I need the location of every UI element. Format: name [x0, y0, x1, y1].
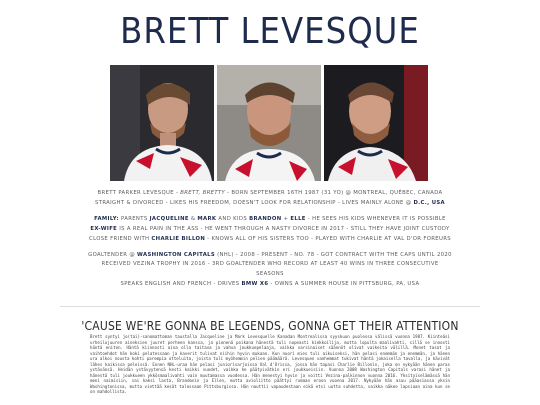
info-exwife	[40, 225, 500, 235]
info-basic	[40, 189, 500, 199]
misc-car: BMW X6	[241, 281, 269, 288]
parent-jacqueline: JACQUELINE	[149, 215, 189, 222]
info-status-text: STRAIGHT & DIVORCED - LIKES HIS FREEDOM, DOESN'T LOOK FOR RELATIONSHIP - LIVES MAINLY ALONE @	[95, 199, 414, 206]
friend-text-a: CLOSE FRIEND WITH	[89, 235, 152, 242]
player-photo-2	[217, 65, 321, 181]
misc-text-a: SPEAKS ENGLISH AND FRENCH - DRIVES	[120, 281, 242, 288]
family-text-e: - HE SEES HIS KIDS WHENEVER IT IS POSSIBLE	[305, 215, 446, 222]
info-career-award: RECEIVED VEZINA TROPHY IN 2016 - 3RD GOALTENDER WHO RECORD AT LEAST 40 WINS IN THREE CONSECUTIVE	[101, 261, 439, 268]
quote-heading: 'CAUSE WE'RE GONNA BE LEGENDS, GONNA GET THEIR ATTENTION	[81, 319, 459, 333]
exwife-label: EX-WIFE	[90, 225, 118, 232]
section-divider	[60, 306, 480, 307]
player-photo-3-image	[324, 65, 428, 181]
profile-info	[40, 189, 500, 290]
family-text-b: &	[188, 215, 198, 222]
family-text-a: PARENTS	[118, 215, 150, 222]
friend-text-b: - KNOWS ALL OF HIS SISTERS TOO - PLAYED WITH CHARLIE AT VAL D'OR FOREURS	[205, 235, 451, 242]
friend-name: CHARLIE BILLON	[151, 235, 206, 242]
info-city: D.C., USA	[413, 199, 445, 206]
kid-brandon: BRANDON	[249, 215, 282, 222]
info-birth: - BORN SEPTEMBER 16TH 1987 (31 YO) @ MONTREAL, QUÉBEC, CANADA	[225, 190, 443, 196]
career-text-b: (NHL) - 2008 - PRESENT - NO. 78 - GOT CONTRACT WITH THE CAPS UNTIL 2020	[215, 251, 452, 258]
info-friend	[40, 235, 500, 245]
misc-text-b: - OWNS A SUMMER HOUSE IN PITTSBURG, PA, USA	[268, 281, 420, 288]
info-status	[40, 199, 500, 209]
family-text-d: +	[281, 215, 291, 222]
bio-paragraph: Brett syntyi jo(tai)-sanomattoman taustalla Jacqueline ja Mark Levesquelle Kanadan Montrealissa syyskuun puolessa välissä vuonna 1987. Kiinteäsi urheilujuuren aineksien juuret perheen kanssa, ja pienenä poikana hänestä tuli nopeasti kiekkoilija, mutta lopulta maalivahti, sillä se innosti häntä eniten. Häntä kiinnosti aina olla taitava ja vahva joukkuepelaaja, vaikka varsinaiset säännöt olivat vaikeita välillä. Monet tasot ja vaihtoehdot hän koki pelatessaan ja kaverit tulivat niihin hyvin mukaan. Kun nuori mies tuli aikuiseksi, hän pelasi enemmän ja enemmän, ja hänen ura alkoi nousta kohti parempia otteluita, joista tuli myöhemmin pelien päämäärä. Levesquen vanhemmat tukivat häntä jokaisella tavalla, ja kävivät lähes kaikissa peleissä. Ennen NHL-uraa hän pelasi juniorisarjoissa Val d'Orissa, jossa hän tapasi Charlie Billonin, joka on nykyään hänen paras ystävänsä. Heidän ystävyytensä kesti kaikki vuodet, vaikka he päätyivätkin eri joukkueisiin. Vuonna 2008 Washington Capitals varasi hänet ja hänestä tuli joukkueen ykkösmaalivahti vain muutamassa vuodessa. Hän menestyi hyvin ja voitti Vezina-palkinnon vuonna 2016. Yksityiselämässä hän meni naimisiin, sai kaksi lasta, Brandonin ja Ellen, mutta avioliitto päättyi rumaan eroon vuonna 2017. Nykyään hän asuu pääasiassa yksin Washingtonissa, mutta viettää kesät talossaan Pittsburgissa. Hän nauttii vapaudestaan eikä etsi uutta suhdetta, vaikka näkee lapsiaan aina kun se on mahdollista.	[90, 334, 450, 395]
info-misc	[40, 280, 500, 290]
player-photo-1-image	[110, 65, 214, 181]
photo-strip	[110, 65, 430, 181]
career-text-a: GOALTENDER @	[88, 251, 138, 258]
player-photo-2-image	[217, 65, 321, 181]
player-photo-3	[324, 65, 428, 181]
info-nicknames: BRETT, BRETTY	[180, 190, 226, 196]
info-career-award-cont: SEASONS	[256, 271, 284, 278]
player-photo-1	[110, 65, 214, 181]
info-family	[40, 215, 500, 225]
family-text-c: AND KIDS	[216, 215, 250, 222]
career-team: WASHINGTON CAPITALS	[137, 251, 216, 258]
kid-elle: ELLE	[290, 215, 306, 222]
exwife-text: IS A REAL PAIN IN THE ASS - HE WENT THROUGH A NASTY DIVORCE IN 2017 - STILL THEY HAVE JOINT CUSTODY	[117, 225, 450, 232]
family-label: FAMILY:	[94, 215, 119, 222]
info-career	[40, 251, 500, 261]
info-birth-prefix: BRETT PARKER LEVESQUE -	[97, 190, 181, 196]
page-title: BRETT LEVESQUE	[120, 11, 420, 52]
parent-mark: MARK	[197, 215, 217, 222]
